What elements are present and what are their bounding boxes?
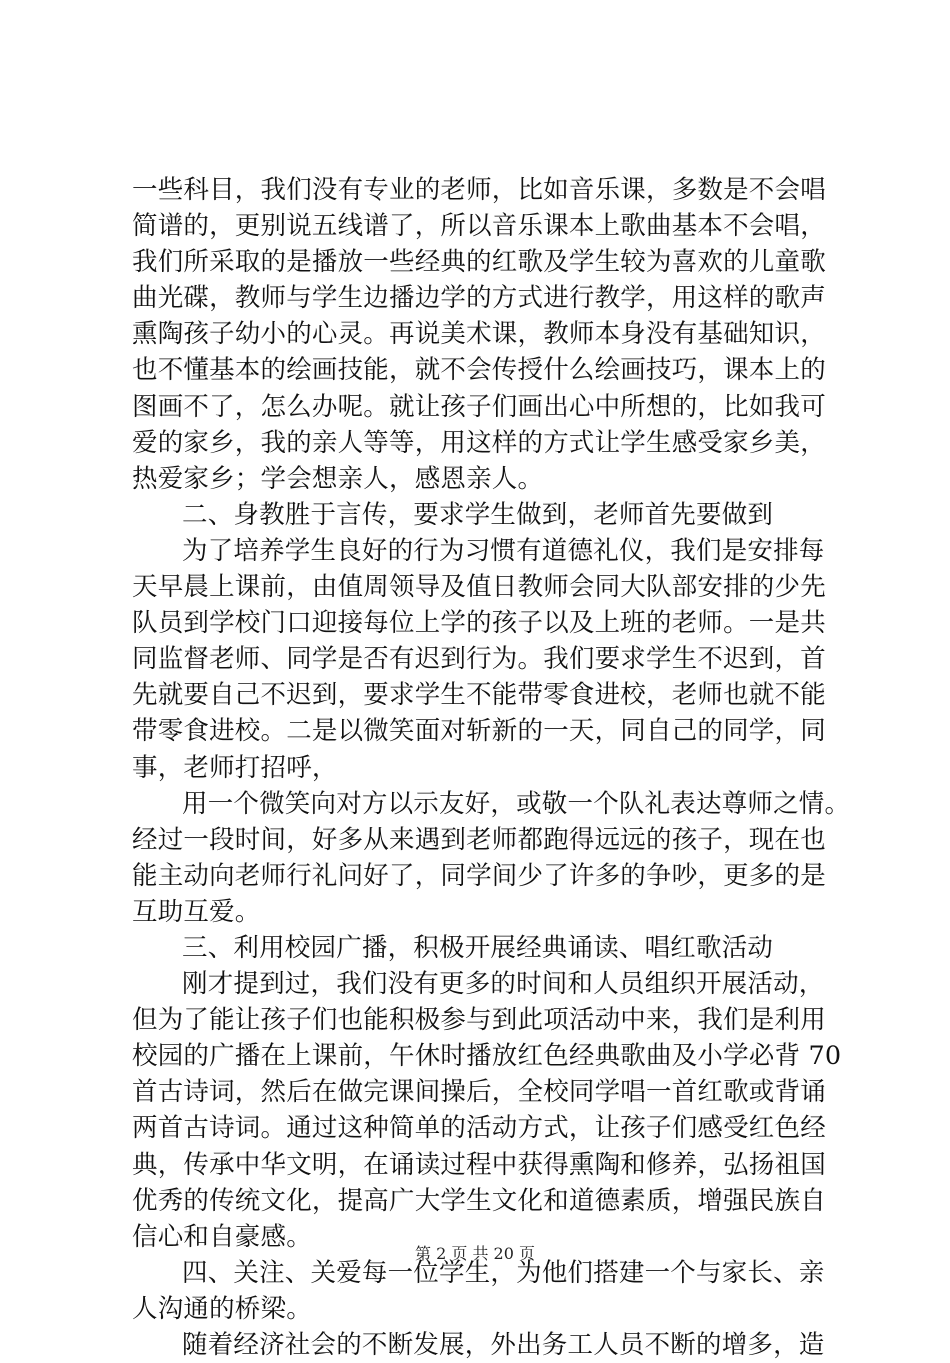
text-line: 校园的广播在上课前，午休时播放红色经典歌曲及小学必背 70	[132, 1041, 842, 1072]
page-number-footer: 第 2 页 共 20 页	[415, 1244, 535, 1263]
text-line: 刚才提到过，我们没有更多的时间和人员组织开展活动，	[182, 969, 825, 1000]
text-line: 热爱家乡；学会想亲人，感恩亲人。	[132, 463, 544, 494]
text-line: 随着经济社会的不断发展，外出务工人员不断的增多，造	[182, 1330, 825, 1360]
text-line: 我们所采取的是播放一些经典的红歌及学生较为喜欢的儿童歌	[132, 247, 826, 278]
section-heading: 三、利用校园广播，积极开展经典诵读、唱红歌活动	[182, 932, 774, 963]
text-line: 图画不了，怎么办呢。就让孩子们画出心中所想的，比如我可	[132, 391, 826, 422]
text-line: 一些科目，我们没有专业的老师，比如音乐课，多数是不会唱	[132, 175, 826, 205]
section-heading: 二、身教胜于言传，要求学生做到，老师首先要做到	[182, 499, 774, 530]
text-line: 但为了能让孩子们也能积极参与到此项活动中来，我们是利用	[132, 1005, 826, 1036]
text-line: 爱的家乡，我的亲人等等，用这样的方式让学生感受家乡美，	[132, 427, 826, 458]
text-line: 熏陶孩子幼小的心灵。再说美术课，教师本身没有基础知识，	[132, 319, 826, 350]
text-line: 互助互爱。	[132, 896, 261, 927]
text-line: 曲光碟，教师与学生边播边学的方式进行教学，用这样的歌声	[132, 283, 826, 314]
text-line: 能主动向老师行礼问好了，同学间少了许多的争吵，更多的是	[132, 860, 826, 891]
text-line: 经过一段时间，好多从来遇到老师都跑得远远的孩子，现在也	[132, 824, 826, 855]
text-line: 用一个微笑向对方以示友好，或敬一个队礼表达尊师之情。	[182, 788, 851, 819]
text-line: 简谱的，更别说五线谱了，所以音乐课本上歌曲基本不会唱，	[132, 211, 826, 242]
text-line: 优秀的传统文化，提高广大学生文化和道德素质，增强民族自	[132, 1185, 826, 1216]
text-line: 典，传承中华文明，在诵读过程中获得熏陶和修养，弘扬祖国	[132, 1149, 826, 1180]
text-line: 天早晨上课前，由值周领导及值日教师会同大队部安排的少先	[132, 572, 826, 603]
text-line: 先就要自己不迟到，要求学生不能带零食进校，老师也就不能	[132, 680, 826, 711]
text-line: 队员到学校门口迎接每位上学的孩子以及上班的老师。一是共	[132, 608, 826, 639]
text-line: 事，老师打招呼，	[132, 752, 338, 783]
text-line: 首古诗词，然后在做完课间操后，全校同学唱一首红歌或背诵	[132, 1077, 826, 1108]
text-line: 两首古诗词。通过这种简单的活动方式，让孩子们感受红色经	[132, 1113, 826, 1144]
text-line: 人沟通的桥梁。	[132, 1293, 312, 1324]
section-heading: 四、关注、关爱每一位学生，为他们搭建一个与家长、亲	[182, 1257, 825, 1288]
document-body	[132, 172, 851, 1363]
text-line: 为了培养学生良好的行为习惯有道德礼仪，我们是安排每	[182, 535, 825, 566]
text-line: 带零食进校。二是以微笑面对斩新的一天，同自己的同学，同	[132, 716, 826, 747]
text-line: 信心和自豪感。	[132, 1221, 312, 1252]
text-line: 也不懂基本的绘画技能，就不会传授什么绘画技巧，课本上的	[132, 355, 826, 386]
text-line: 同监督老师、同学是否有迟到行为。我们要求学生不迟到，首	[132, 644, 826, 675]
